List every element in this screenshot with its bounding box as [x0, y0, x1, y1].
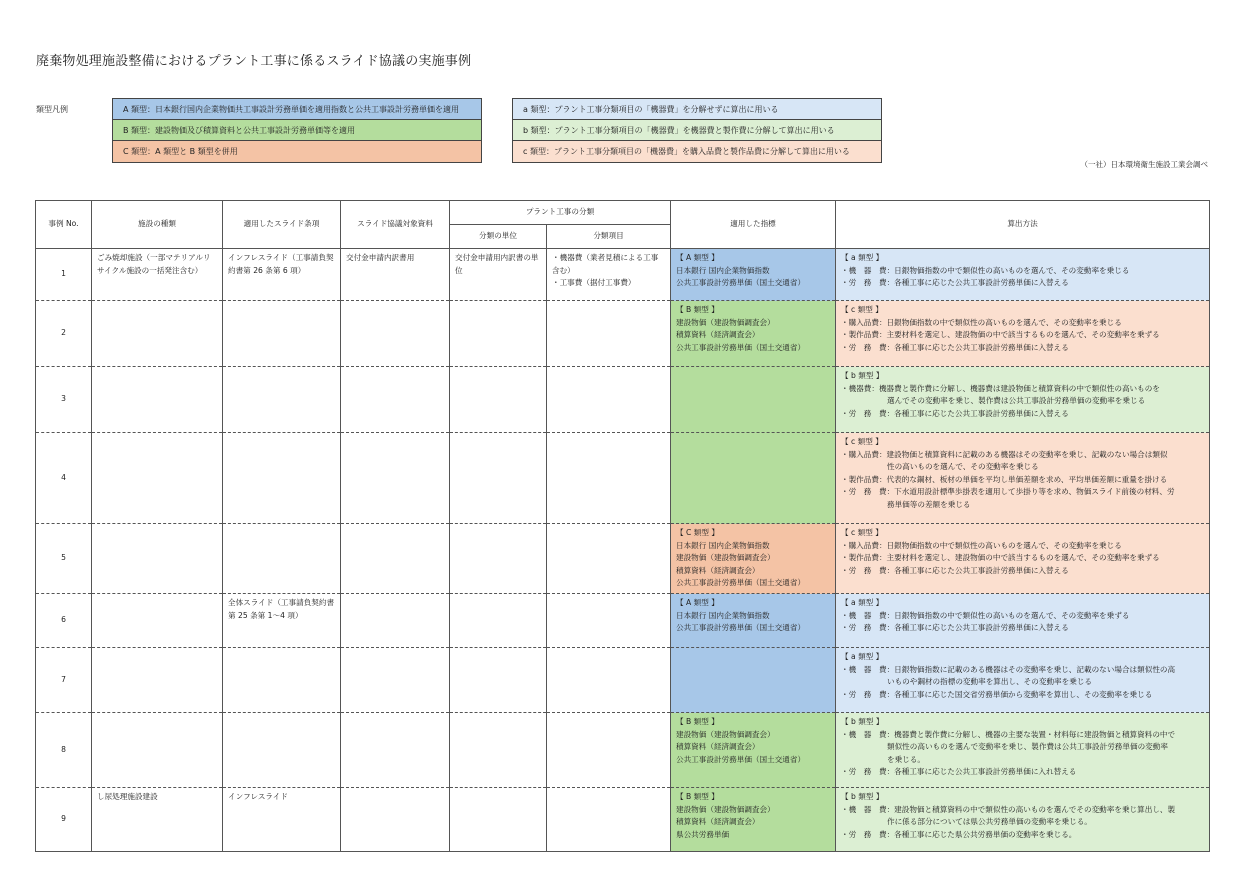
index-line: 日本銀行 国内企業物価指数	[676, 265, 770, 275]
table-row	[36, 713, 1210, 788]
cell-material	[341, 713, 450, 788]
cell-clause: インフレスライド（工事請負契約書第 26 条第 6 項）	[223, 249, 341, 301]
cell-items	[547, 788, 671, 852]
method-type: 【 b 類型 】	[841, 717, 884, 726]
cell-items	[547, 648, 671, 713]
method-text: ：各種工事に応じた公共工事設計労務単価に入替える	[886, 623, 1069, 632]
cell-index	[671, 433, 836, 524]
cell-clause	[223, 301, 341, 367]
method-tag: ・労 務 費	[841, 408, 887, 418]
method-tag: ・労 務 費	[841, 342, 887, 352]
cell-no: 8	[36, 713, 92, 788]
cell-no: 4	[36, 433, 92, 524]
cell-index	[671, 524, 836, 594]
method-tag: ・労 務 費	[841, 767, 887, 776]
index-line: 日本銀行 国内企業物価指数	[676, 610, 770, 620]
cell-index	[671, 713, 836, 788]
method-tag: ・購入品費	[841, 317, 879, 327]
method-line	[841, 317, 1204, 330]
method-line	[841, 829, 1204, 842]
cell-method	[836, 713, 1210, 788]
cell-material	[341, 367, 450, 433]
legend-type-c: C 類型：A 類型と B 類型を併用	[113, 141, 481, 162]
cell-index	[671, 367, 836, 433]
legend-label: 類型凡例	[36, 105, 68, 114]
method-text: 務単価等の差額を乗じる	[887, 499, 971, 509]
method-text: ：下水道用設計標準歩掛表を適用して歩掛り等を求め、物価スライド前後の材料、労	[886, 487, 1175, 496]
cell-clause	[223, 367, 341, 433]
cell-unit	[450, 433, 547, 524]
method-type: 【 b 類型 】	[841, 371, 884, 380]
method-line	[841, 408, 1204, 421]
header-index: 適用した指標	[671, 201, 836, 249]
cell-material: 交付金申請内訳書用	[341, 249, 450, 301]
cell-index	[671, 788, 836, 852]
method-tag: ・購入品費	[841, 449, 879, 459]
method-line	[841, 265, 1204, 278]
method-text: ：日銀物価指数の中で類似性の高いものを選んで、その変動率を乗じる	[878, 317, 1122, 327]
header-method: 算出方法	[836, 201, 1210, 249]
legend-right	[512, 98, 882, 163]
legend-type-a: A 類型：日本銀行国内企業物価共工事設計労務単価を適用指数と公共工事設計労務単価を適用	[113, 99, 481, 120]
cell-facility: し尿処理施設建設	[92, 788, 223, 852]
method-line	[841, 610, 1204, 623]
cell-method	[836, 524, 1210, 594]
table-row	[36, 301, 1210, 367]
index-type: 【 A 類型 】	[676, 253, 719, 262]
method-text: ：各種工事に応じた公共工事設計労務単価に入替える	[886, 565, 1069, 575]
method-text: ：機器費と製作費に分解し、機器費は建設物価と積算資料の中で類似性の高いものを	[871, 383, 1160, 393]
method-line	[841, 676, 1204, 689]
cell-method	[836, 788, 1210, 852]
method-line	[841, 461, 1204, 474]
cell-method	[836, 433, 1210, 524]
table-row	[36, 367, 1210, 433]
cell-unit	[450, 648, 547, 713]
cell-items	[547, 301, 671, 367]
cell-facility	[92, 648, 223, 713]
cell-facility	[92, 367, 223, 433]
header-unit: 分類の単位	[450, 225, 547, 249]
cell-facility	[92, 433, 223, 524]
method-line	[841, 552, 1204, 565]
method-type: 【 b 類型 】	[841, 792, 884, 801]
index-line: 県公共労務単価	[676, 829, 730, 839]
method-tag: ・機器費	[841, 383, 872, 393]
table-row	[36, 594, 1210, 648]
method-line	[841, 729, 1204, 742]
item-line: ・工事費（据付工事費）	[552, 278, 636, 287]
cell-material	[341, 301, 450, 367]
method-text: ：各種工事に応じた公共工事設計労務単価に入替える	[886, 408, 1069, 418]
cell-facility: ごみ焼却施設（一部マテリアルリサイクル施設の一括発注含む）	[92, 249, 223, 301]
legend-type-a-small: a 類型：プラント工事分類項目の「機器費」を分解せずに算出に用いる	[513, 99, 881, 120]
method-line	[841, 383, 1204, 396]
index-line: 積算資料（経済調査会）	[676, 742, 760, 751]
legend-left	[112, 98, 482, 163]
table-row	[36, 648, 1210, 713]
method-tag: ・労 務 費	[841, 689, 887, 699]
method-text: ：各種工事に応じた公共工事設計労務単価に入替える	[886, 342, 1069, 352]
cell-clause: インフレスライド	[223, 788, 341, 852]
method-tag: ・労 務 費	[841, 487, 887, 496]
method-text: ：日銀物価指数の中で類似性の高いものを選んで、その変動率を乗じる	[878, 540, 1122, 550]
cell-clause	[223, 524, 341, 594]
cell-clause	[223, 648, 341, 713]
cell-index	[671, 594, 836, 648]
legend-type-b-small: b 類型：プラント工事分類項目の「機器費」を機器費と製作費に分解して算出に用いる	[513, 120, 881, 141]
index-line: 建設物価（建設物価調査会）	[676, 729, 775, 739]
cell-items	[547, 249, 671, 301]
index-type: 【 C 類型 】	[676, 528, 719, 537]
cell-index	[671, 648, 836, 713]
cell-items	[547, 594, 671, 648]
index-type: 【 B 類型 】	[676, 305, 719, 314]
header-no: 事例 No.	[36, 201, 92, 249]
source-note: （一社）日本環境衛生施設工業会調べ	[1080, 160, 1208, 169]
cell-no: 6	[36, 594, 92, 648]
index-line: 積算資料（経済調査会）	[676, 817, 760, 826]
cell-unit	[450, 367, 547, 433]
method-text: ：代表的な鋼材、板材の単価を平均し単価差額を求め、平均単価差額に重量を掛ける	[878, 474, 1168, 484]
method-type: 【 a 類型 】	[841, 652, 884, 661]
method-text: ：建設物価と積算資料の中で類似性の高いものを選んでその変動率を乗じ算出し、製	[886, 804, 1176, 814]
method-text: ：日銀物価指数に記載のある機器はその変動率を乗じ、記載のない場合は類似性の高	[886, 664, 1176, 674]
method-text: 性の高いものを選んで、その変動率を乗じる	[887, 462, 1039, 471]
cell-facility	[92, 594, 223, 648]
cell-material	[341, 648, 450, 713]
method-text: ：主要材料を選定し、建設物価の中で該当するものを選んで、その変動率を乗ずる	[878, 330, 1160, 339]
method-line	[841, 449, 1204, 462]
method-text: いものや鋼材の指標の変動率を算出し、その変動率を乗じる	[887, 677, 1093, 686]
cell-unit	[450, 594, 547, 648]
cell-method	[836, 594, 1210, 648]
cell-material	[341, 433, 450, 524]
index-line: 建設物価（建設物価調査会）	[676, 317, 775, 327]
method-text: 作に係る部分については県公共労務単価の変動率を乗じる。	[887, 817, 1092, 826]
method-tag: ・購入品費	[841, 540, 879, 550]
cell-items	[547, 433, 671, 524]
legend-type-b: B 類型：建設物価及び積算資料と公共工事設計労務単価等を適用	[113, 120, 481, 141]
method-line	[841, 329, 1204, 342]
index-type: 【 B 類型 】	[676, 717, 719, 726]
header-facility: 施設の種類	[92, 201, 223, 249]
cell-unit	[450, 524, 547, 594]
index-line: 積算資料（経済調査会）	[676, 330, 760, 339]
method-tag: ・機 器 費	[841, 610, 887, 620]
cell-items	[547, 713, 671, 788]
cell-facility	[92, 713, 223, 788]
method-text: を乗じる。	[887, 754, 925, 764]
method-tag: ・機 器 費	[841, 804, 887, 814]
index-type: 【 A 類型 】	[676, 598, 719, 607]
cell-clause	[223, 713, 341, 788]
cell-method	[836, 648, 1210, 713]
method-tag: ・機 器 費	[841, 729, 887, 739]
cell-index	[671, 301, 836, 367]
method-line	[841, 499, 1204, 512]
cell-no: 1	[36, 249, 92, 301]
index-line: 公共工事設計労務単価（国土交通省）	[676, 578, 806, 587]
cell-unit	[450, 788, 547, 852]
method-type: 【 c 類型 】	[841, 437, 883, 446]
method-text: ：日銀物価指数の中で類似性の高いものを選んで、その変動率を乗ずる	[886, 610, 1130, 620]
cell-material	[341, 524, 450, 594]
method-line	[841, 622, 1204, 635]
examples-table	[35, 200, 1210, 852]
method-tag: ・労 務 費	[841, 278, 887, 287]
method-line	[841, 816, 1204, 829]
legend-type-c-small: c 類型：プラント工事分類項目の「機器費」を購入品費と製作品費に分解して算出に用いる	[513, 141, 881, 162]
header-plant-class: プラント工事の分類	[450, 201, 671, 225]
header-clause: 適用したスライド条項	[223, 201, 341, 249]
method-line	[841, 277, 1204, 290]
method-tag: ・製作品費	[841, 330, 879, 339]
cell-unit	[450, 713, 547, 788]
method-type: 【 c 類型 】	[841, 305, 883, 314]
cell-unit: 交付金申請用内訳書の単位	[450, 249, 547, 301]
method-line	[841, 664, 1204, 677]
table-row	[36, 524, 1210, 594]
page-title: 廃棄物処理施設整備におけるプラント工事に係るスライド協議の実施事例	[36, 54, 472, 69]
cell-no: 3	[36, 367, 92, 433]
cell-material	[341, 594, 450, 648]
method-text: ：各種工事に応じた国交省労務単価から変動率を算出し、その変動率を乗じる	[886, 689, 1153, 699]
cell-no: 7	[36, 648, 92, 713]
method-line	[841, 342, 1204, 355]
method-line	[841, 804, 1204, 817]
cell-items	[547, 367, 671, 433]
method-line	[841, 741, 1204, 754]
method-text: 選んでその変動率を乗じ、製作費は公共工事設計労務単価の変動率を乗じる	[887, 396, 1146, 405]
index-line: 日本銀行 国内企業物価指数	[676, 540, 770, 550]
method-line	[841, 766, 1204, 779]
cell-clause: 全体スライド（工事請負契約書第 25 条第 1～4 項）	[223, 594, 341, 648]
index-line: 公共工事設計労務単価（国土交通省）	[676, 754, 806, 764]
index-line: 公共工事設計労務単価（国土交通省）	[676, 278, 806, 287]
method-line	[841, 486, 1204, 499]
method-tag: ・機 器 費	[841, 265, 887, 275]
table-row	[36, 788, 1210, 852]
method-line	[841, 565, 1204, 578]
cell-facility	[92, 301, 223, 367]
method-text: ：主要材料を選定し、建設物価の中で該当するものを選んで、その変動率を乗ずる	[878, 553, 1160, 562]
method-text: ：各種工事に応じた公共工事設計労務単価に入替える	[886, 278, 1069, 287]
method-line	[841, 754, 1204, 767]
header-item: 分類項目	[547, 225, 671, 249]
cell-unit	[450, 301, 547, 367]
method-type: 【 c 類型 】	[841, 528, 883, 537]
method-line	[841, 395, 1204, 408]
method-text: 類似性の高いものを選んで変動率を乗じ、製作費は公共工事設計労務単価の変動率	[887, 742, 1168, 751]
index-line: 積算資料（経済調査会）	[676, 565, 760, 575]
table-row	[36, 249, 1210, 301]
index-line: 公共工事設計労務単価（国土交通省）	[676, 623, 806, 632]
method-text: ：各種工事に応じた県公共労務単価の変動率を乗じる。	[886, 829, 1077, 839]
cell-facility	[92, 524, 223, 594]
index-type: 【 B 類型 】	[676, 792, 719, 801]
cell-clause	[223, 433, 341, 524]
method-text: ：建設物価と積算資料に記載のある機器はその変動率を乗じ、記載のない場合は類似	[878, 449, 1168, 459]
cell-method	[836, 301, 1210, 367]
index-line: 建設物価（建設物価調査会）	[676, 804, 775, 814]
method-type: 【 a 類型 】	[841, 598, 884, 607]
cell-no: 9	[36, 788, 92, 852]
method-tag: ・労 務 費	[841, 565, 887, 575]
index-line: 建設物価（建設物価調査会）	[676, 553, 775, 562]
method-tag: ・製作品費	[841, 553, 879, 562]
method-tag: ・労 務 費	[841, 829, 887, 839]
cell-index	[671, 249, 836, 301]
method-text: ：各種工事に応じた公共工事設計労務単価に入れ替える	[886, 767, 1077, 776]
method-line	[841, 540, 1204, 553]
method-tag: ・製作品費	[841, 474, 879, 484]
method-text: ：機器費と製作費に分解し、機器の主要な装置・材料毎に建設物価と積算資料の中で	[886, 729, 1176, 739]
cell-method	[836, 249, 1210, 301]
method-tag: ・労 務 費	[841, 623, 887, 632]
table-row	[36, 433, 1210, 524]
cell-method	[836, 367, 1210, 433]
method-tag: ・機 器 費	[841, 664, 887, 674]
cell-items	[547, 524, 671, 594]
cell-no: 5	[36, 524, 92, 594]
method-line	[841, 474, 1204, 487]
header-material: スライド協議対象資料	[341, 201, 450, 249]
cell-no: 2	[36, 301, 92, 367]
item-line: ・機器費（業者見積による工事含む）	[552, 253, 659, 275]
method-text: ：日銀物価指数の中で類似性の高いものを選んで、その変動率を乗じる	[886, 265, 1130, 275]
index-line: 公共工事設計労務単価（国土交通省）	[676, 342, 806, 352]
cell-material	[341, 788, 450, 852]
method-line	[841, 689, 1204, 702]
method-type: 【 a 類型 】	[841, 253, 884, 262]
